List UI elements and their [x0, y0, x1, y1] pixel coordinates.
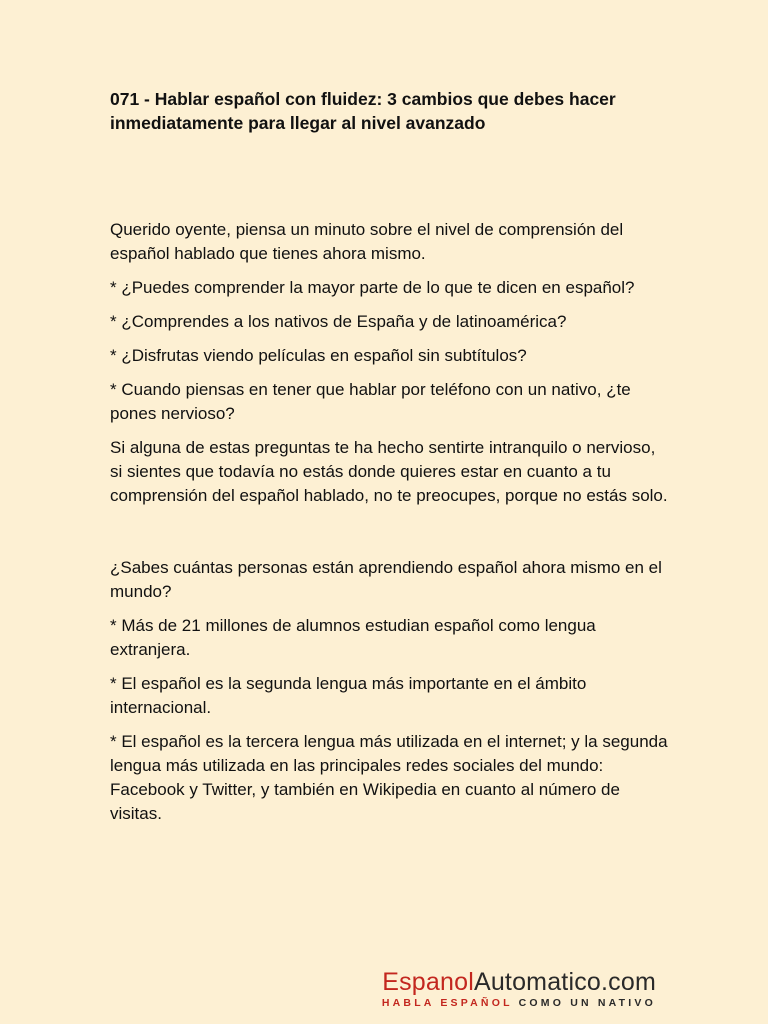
bullet-item: * ¿Disfrutas viendo películas en español sin subtítulos? [110, 346, 527, 365]
document-body [110, 218, 670, 836]
document-title: 071 - Hablar español con fluidez: 3 cambios que debes hacer inmediatamente para llegar al nivel avanzado [110, 89, 616, 133]
bullet-item: * Cuando piensas en tener que hablar por teléfono con un nativo, ¿te pones nervioso? [110, 380, 631, 423]
paragraph-intro: Querido oyente, piensa un minuto sobre el nivel de comprensión del español hablado que tienes ahora mismo. [110, 220, 624, 263]
paragraph-question: ¿Sabes cuántas personas están aprendiendo español ahora mismo en el mundo? [110, 558, 662, 601]
bullet-item: * El español es la segunda lengua más importante en el ámbito internacional. [110, 674, 587, 717]
brand-name-rest: Automatico.com [473, 968, 656, 996]
paragraph-reassurance: Si alguna de estas preguntas te ha hecho sentirte intranquilo o nervioso, si sientes que todavía no estás donde quieres estar en cuanto a tu comprensión del español hablado, no te preocupes, porque no estás solo. [110, 438, 668, 505]
brand-logo [382, 968, 656, 1010]
brand-tagline-accent: HABLA ESPAÑOL [381, 997, 513, 1009]
brand-tagline [382, 996, 656, 1010]
brand-name [382, 968, 656, 996]
bullet-item: * Más de 21 millones de alumnos estudian español como lengua extranjera. [110, 616, 596, 659]
brand-tagline-rest: COMO UN NATIVO [512, 997, 656, 1009]
bullet-item: * ¿Puedes comprender la mayor parte de lo que te dicen en español? [110, 278, 635, 297]
brand-name-accent: Espanol [382, 968, 474, 996]
bullet-item: * ¿Comprendes a los nativos de España y de latinoamérica? [110, 312, 567, 331]
bullet-item: * El español es la tercera lengua más utilizada en el internet; y la segunda lengua más utilizada en las principales redes sociales del mundo: Facebook y Twitter, y también en Wikipedia en cuanto al número de visitas. [110, 732, 668, 823]
